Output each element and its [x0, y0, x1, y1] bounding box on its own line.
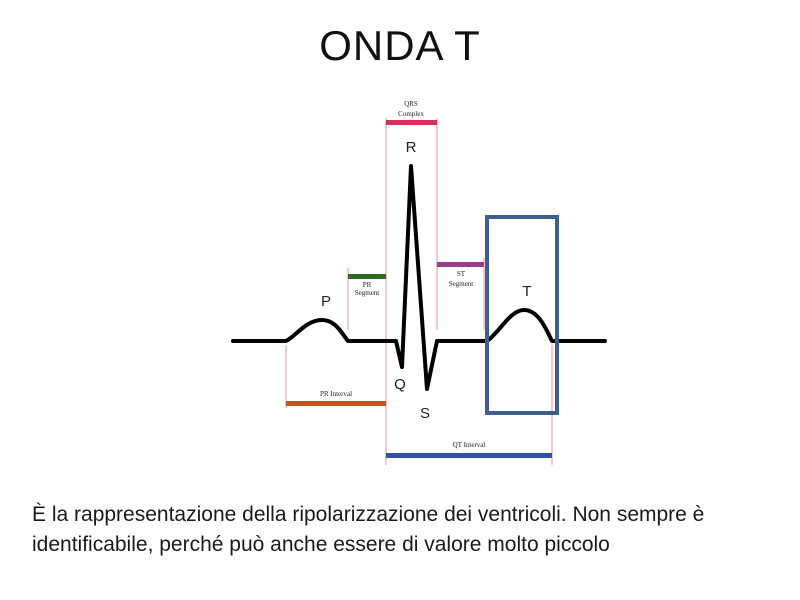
pr-interval-bar [286, 401, 386, 406]
pr-interval-label: PR Interval [319, 390, 353, 398]
wave-q-label: Q [394, 376, 406, 393]
pr-segment-label-1: PR [362, 281, 372, 289]
wave-p-label: P [320, 293, 332, 310]
slide-title: ONDA T [319, 22, 481, 69]
pr-segment-bar [348, 274, 386, 279]
wave-r-label: R [405, 139, 417, 156]
ecg-trace [233, 166, 605, 389]
qrs-complex-label-1: QRS [404, 100, 418, 108]
wave-s-label: S [419, 405, 431, 422]
st-segment-bar [437, 262, 484, 267]
st-segment-label-2: Segment [448, 280, 474, 288]
qt-interval-label: QT Interval [452, 441, 486, 449]
qt-interval-bar [386, 453, 552, 458]
qrs-complex-label-2: Complex [398, 110, 424, 118]
st-segment-label-1: ST [456, 270, 466, 278]
qrs-complex-bar [386, 120, 437, 125]
caption-text: È la rappresentazione della ripolarizzazione dei ventricoli. Non sempre è identificabile, perché può anche essere di valore molto piccolo [32, 503, 705, 556]
wave-t-label: T [522, 283, 532, 300]
pr-segment-label-2: Segment [354, 289, 380, 297]
t-wave-box [487, 217, 557, 413]
